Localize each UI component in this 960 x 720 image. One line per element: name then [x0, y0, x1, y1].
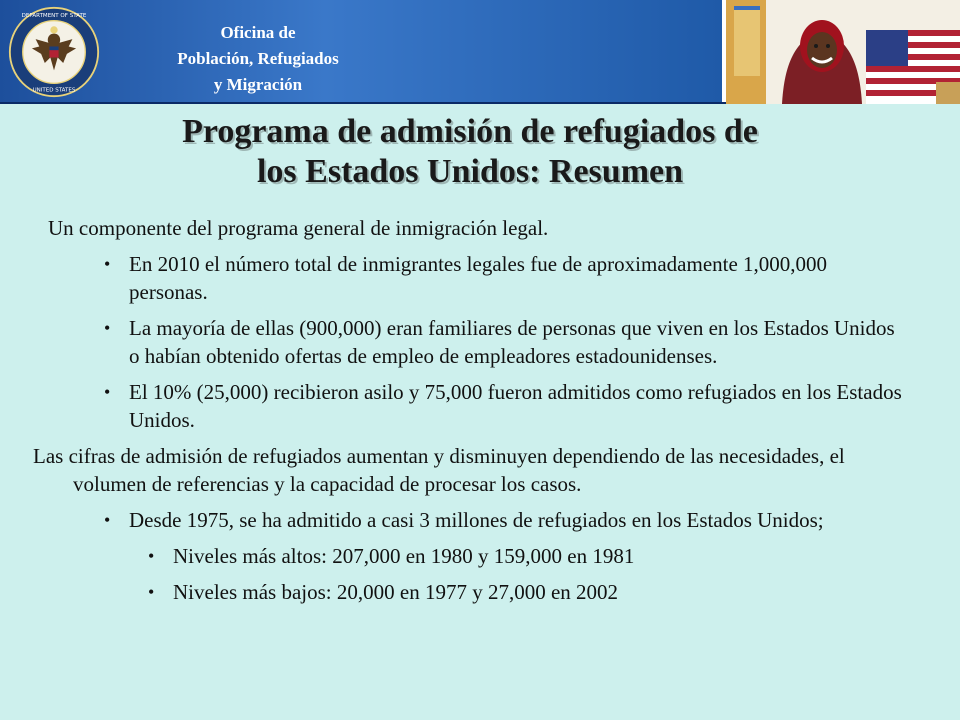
sub-bullet-item	[0, 542, 920, 570]
bullet-text: El 10% (25,000) recibieron asilo y 75,000 fueron admitidos como refugiados en los Estados Unidos.	[129, 380, 902, 432]
bullet-item	[0, 250, 908, 306]
slide-body	[0, 214, 960, 614]
paragraph-2: Las cifras de admisión de refugiados aumentan y disminuyen dependiendo de las necesidades, el volumen de referencias y la capacidad de procesar los casos.	[33, 444, 845, 496]
svg-text:UNITED STATES: UNITED STATES	[32, 87, 76, 94]
bullet-text: La mayoría de ellas (900,000) eran familiares de personas que viven en los Estados Unidos o habían obtenido ofertas de empleo de empleadores estadounidenses.	[129, 316, 895, 368]
department-seal-logo	[8, 6, 100, 98]
sub-bullet-text: Niveles más bajos: 20,000 en 1977 y 27,000 en 2002	[173, 580, 619, 604]
bullet-text: En 2010 el número total de inmigrantes legales fue de aproximadamente 1,000,000 personas.	[129, 252, 828, 304]
header-banner	[0, 0, 960, 104]
bullet-icon: •	[104, 382, 111, 402]
office-line-3: y Migración	[213, 75, 303, 94]
sub-bullet-text: Niveles más altos: 207,000 en 1980 y 159,000 en 1981	[173, 544, 635, 568]
office-line-2: Población, Refugiados	[177, 49, 339, 68]
title-line-1: Programa de admisión de refugiados de	[182, 113, 758, 150]
bullet-item	[0, 314, 908, 370]
bullet-icon: •	[148, 546, 155, 566]
refugee-photo-image	[726, 0, 960, 104]
bullet-item	[0, 506, 908, 534]
office-name	[140, 20, 376, 98]
title-line-2: los Estados Unidos: Resumen	[256, 153, 684, 190]
bullet-item	[0, 378, 908, 434]
bullet-icon: •	[104, 254, 111, 274]
sub-bullet-item	[0, 578, 920, 606]
office-line-1: Oficina de	[220, 23, 296, 42]
paragraph-1: Un componente del programa general de inmigración legal.	[48, 216, 549, 240]
bullet-icon: •	[104, 510, 111, 530]
bullet-text: Desde 1975, se ha admitido a casi 3 millones de refugiados en los Estados Unidos;	[129, 508, 824, 532]
bullet-icon: •	[104, 318, 111, 338]
bullet-icon: •	[148, 582, 155, 602]
slide-title	[40, 112, 900, 192]
svg-text:DEPARTMENT OF STATE: DEPARTMENT OF STATE	[21, 13, 87, 20]
